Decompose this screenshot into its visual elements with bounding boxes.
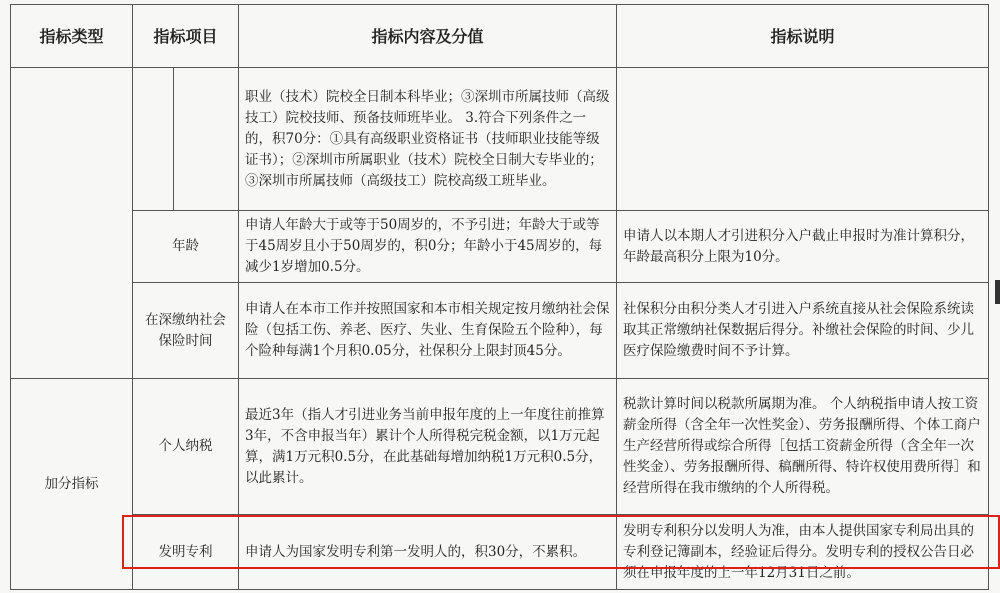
table-row <box>11 211 989 283</box>
header-indicator-content: 指标内容及分值 <box>239 5 617 68</box>
note-cell: 发明专利积分以发明人为准，由本人提供国家专利局出具的专利登记簿副本，经验证后得分。发明专利的授权公告日必须在申报年度的上一年12月31日之前。 <box>617 515 989 590</box>
content-cell: 申请人为国家发明专利第一发明人的，积30分，不累积。 <box>239 515 617 590</box>
content-cell: 申请人年龄大于或等于50周岁的，不予引进；年龄大于或等于45周岁且小于50周岁的，积0分；年龄小于45周岁的，每减少1岁增加0.5分。 <box>239 211 617 283</box>
type-cell-bonus: 加分指标 <box>11 379 133 590</box>
header-indicator-note: 指标说明 <box>617 5 989 68</box>
table-row <box>11 283 989 379</box>
header-indicator-type: 指标类型 <box>11 5 133 68</box>
table-row <box>11 68 989 211</box>
item-cell-patent: 发明专利 <box>133 515 239 590</box>
note-cell: 申请人以本期人才引进积分入户截止申报时为准计算积分，年龄最高积分上限为10分。 <box>617 211 989 283</box>
note-cell: 税款计算时间以税款所属期为准。 个人纳税指申请人按工资薪金所得（含全年一次性奖金）、劳务报酬所得、个体工商户生产经营所得或综合所得［包括工资薪金所得（含全年一次性奖金）、劳务报酬所得、稿酬所得、特许权使用费所得］和经营所得在我市缴纳的个人所得税。 <box>617 379 989 515</box>
item-cell-social-insurance: 在深缴纳社会保险时间 <box>133 283 239 379</box>
page-edge-marker <box>995 280 1000 304</box>
type-cell-blank <box>11 68 133 379</box>
note-cell <box>617 68 989 211</box>
header-indicator-item: 指标项目 <box>133 5 239 68</box>
item-cell-sub <box>133 68 239 211</box>
note-cell: 社保积分由积分类人才引进入户系统直接从社会保险系统读取其正常缴纳社保数据后得分。补缴社会保险的时间、少儿医疗保险缴费时间不予计算。 <box>617 283 989 379</box>
points-indicator-table <box>10 4 989 590</box>
item-cell-age: 年龄 <box>133 211 239 283</box>
header-row <box>11 5 989 68</box>
content-cell: 最近3年（指人才引进业务当前申报年度的上一年度往前推算3年，不含申报当年）累计个人所得税完税金额，以1万元起算，满1万元积0.5分，在此基础每增加纳税1万元积0.5分，以此累计。 <box>239 379 617 515</box>
item-cell-tax: 个人纳税 <box>133 379 239 515</box>
table-row <box>11 379 989 515</box>
content-cell: 职业（技术）院校全日制本科毕业；③深圳市所属技师（高级技工）院校技师、预备技师班毕业。 3.符合下列条件之一的，积70分：①具有高级职业资格证书（技师职业技能等级证书）；②深圳市所属职业（技术）院校全日制大专毕业的；③深圳市所属技师（高级技工）院校高级工班毕业。 <box>239 68 617 211</box>
table-row <box>11 515 989 590</box>
content-cell: 申请人在本市工作并按照国家和本市相关规定按月缴纳社会保险（包括工伤、养老、医疗、失业、生育保险五个险种），每个险种每满1个月积0.05分，社保积分上限封顶45分。 <box>239 283 617 379</box>
